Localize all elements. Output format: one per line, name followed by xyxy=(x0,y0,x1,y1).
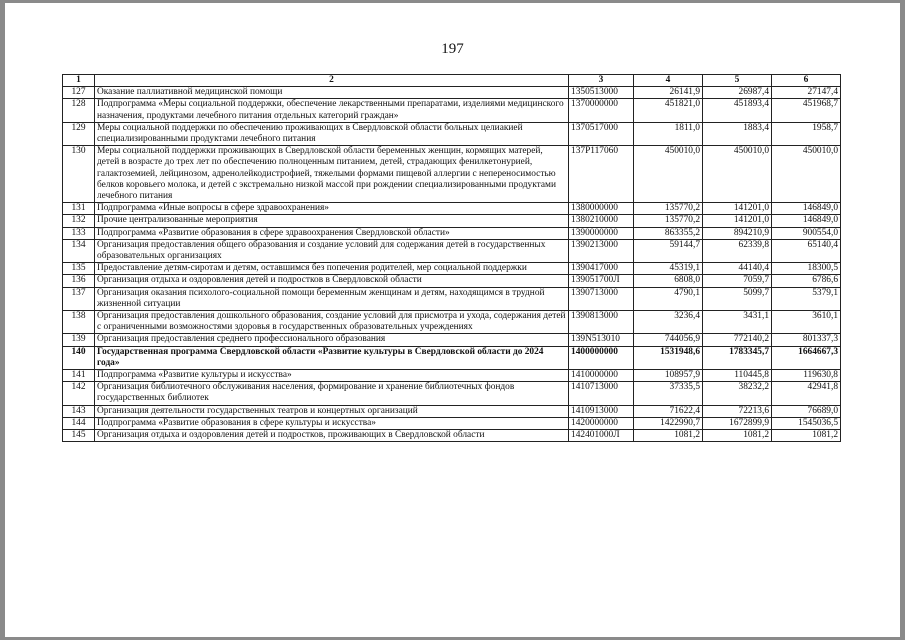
row-number-cell: 133 xyxy=(63,227,95,239)
item-name-cell: Государственная программа Свердловской области «Развитие культуры в Свердловской области до 2024 года» xyxy=(95,346,569,369)
amount-col6-cell: 1081,2 xyxy=(772,430,841,442)
budget-code-cell: 1420000000 xyxy=(569,417,634,429)
item-name-cell: Меры социальной поддержки по обеспечению проживающих в Свердловской области больных целиакией специализированными продуктами лечебного питания xyxy=(95,122,569,145)
amount-col6-cell: 5379,1 xyxy=(772,287,841,310)
amount-col5-cell: 3431,1 xyxy=(703,311,772,334)
table-row xyxy=(63,263,841,275)
table-row xyxy=(63,405,841,417)
page-number: 197 xyxy=(441,41,464,57)
row-number-cell: 129 xyxy=(63,122,95,145)
row-number-cell: 136 xyxy=(63,275,95,287)
item-name-cell: Организация предоставления среднего профессионального образования xyxy=(95,334,569,346)
amount-col5-cell: 1081,2 xyxy=(703,430,772,442)
amount-col5-cell: 451893,4 xyxy=(703,99,772,122)
amount-col5-cell: 141201,0 xyxy=(703,215,772,227)
table-row xyxy=(63,311,841,334)
amount-col4-cell: 3236,4 xyxy=(634,311,703,334)
row-number-cell: 145 xyxy=(63,430,95,442)
amount-col4-cell: 1081,2 xyxy=(634,430,703,442)
row-number-cell: 131 xyxy=(63,203,95,215)
amount-col4-cell: 108957,9 xyxy=(634,370,703,382)
amount-col6-cell: 6786,6 xyxy=(772,275,841,287)
budget-code-cell: 137P117060 xyxy=(569,146,634,203)
column-header: 3 xyxy=(569,75,634,87)
amount-col5-cell: 62339,8 xyxy=(703,239,772,262)
item-name-cell: Предоставление детям-сиротам и детям, оставшимся без попечения родителей, мер социальной поддержки xyxy=(95,263,569,275)
amount-col6-cell: 801337,3 xyxy=(772,334,841,346)
amount-col4-cell: 450010,0 xyxy=(634,146,703,203)
row-number-cell: 142 xyxy=(63,382,95,405)
budget-code-cell: 1410000000 xyxy=(569,370,634,382)
item-name-cell: Организация отдыха и оздоровления детей и подростков, проживающих в Свердловской области xyxy=(95,430,569,442)
amount-col6-cell: 450010,0 xyxy=(772,146,841,203)
amount-col4-cell: 6808,0 xyxy=(634,275,703,287)
column-header: 1 xyxy=(63,75,95,87)
table-row xyxy=(63,146,841,203)
amount-col6-cell: 900554,0 xyxy=(772,227,841,239)
table-row xyxy=(63,239,841,262)
amount-col4-cell: 59144,7 xyxy=(634,239,703,262)
item-name-cell: Подпрограмма «Меры социальной поддержки, обеспечение лекарственными препаратами, изделиями медицинского назначения, продуктами лечебного питания отдельных категорий граждан» xyxy=(95,99,569,122)
amount-col6-cell: 18300,5 xyxy=(772,263,841,275)
budget-code-cell: 1400000000 xyxy=(569,346,634,369)
item-name-cell: Организация деятельности государственных театров и концертных организаций xyxy=(95,405,569,417)
item-name-cell: Прочие централизованные мероприятия xyxy=(95,215,569,227)
amount-col6-cell: 146849,0 xyxy=(772,203,841,215)
row-number-cell: 128 xyxy=(63,99,95,122)
budget-code-cell: 139051700Л xyxy=(569,275,634,287)
item-name-cell: Подпрограмма «Развитие культуры и искусства» xyxy=(95,370,569,382)
budget-code-cell: 1370517000 xyxy=(569,122,634,145)
row-number-cell: 134 xyxy=(63,239,95,262)
table-row xyxy=(63,334,841,346)
row-number-cell: 139 xyxy=(63,334,95,346)
amount-col5-cell: 450010,0 xyxy=(703,146,772,203)
amount-col5-cell: 5099,7 xyxy=(703,287,772,310)
table-row xyxy=(63,346,841,369)
amount-col4-cell: 863355,2 xyxy=(634,227,703,239)
amount-col5-cell: 44140,4 xyxy=(703,263,772,275)
amount-col5-cell: 26987,4 xyxy=(703,87,772,99)
row-number-cell: 127 xyxy=(63,87,95,99)
budget-code-cell: 1350513000 xyxy=(569,87,634,99)
amount-col5-cell: 1783345,7 xyxy=(703,346,772,369)
row-number-cell: 132 xyxy=(63,215,95,227)
table-row xyxy=(63,215,841,227)
amount-col4-cell: 1531948,6 xyxy=(634,346,703,369)
table-row xyxy=(63,287,841,310)
amount-col6-cell: 451968,7 xyxy=(772,99,841,122)
amount-col5-cell: 72213,6 xyxy=(703,405,772,417)
amount-col6-cell: 119630,8 xyxy=(772,370,841,382)
budget-code-cell: 1390713000 xyxy=(569,287,634,310)
amount-col5-cell: 1672899,9 xyxy=(703,417,772,429)
item-name-cell: Организация предоставления общего образования и создание условий для содержания детей в государственных образовательных организациях xyxy=(95,239,569,262)
row-number-cell: 138 xyxy=(63,311,95,334)
table-row xyxy=(63,382,841,405)
row-number-cell: 143 xyxy=(63,405,95,417)
table-row xyxy=(63,227,841,239)
document-page xyxy=(5,3,900,637)
column-header: 6 xyxy=(772,75,841,87)
budget-code-cell: 1410913000 xyxy=(569,405,634,417)
item-name-cell: Организация отдыха и оздоровления детей и подростков в Свердловской области xyxy=(95,275,569,287)
amount-col6-cell: 27147,4 xyxy=(772,87,841,99)
amount-col4-cell: 71622,4 xyxy=(634,405,703,417)
row-number-cell: 130 xyxy=(63,146,95,203)
table-row xyxy=(63,99,841,122)
item-name-cell: Организация предоставления дошкольного образования, создание условий для присмотра и ухода, содержания детей с ограниченными возможностями здоровья в государственных образовательных учреждениях xyxy=(95,311,569,334)
amount-col5-cell: 772140,2 xyxy=(703,334,772,346)
amount-col4-cell: 135770,2 xyxy=(634,203,703,215)
amount-col6-cell: 1664667,3 xyxy=(772,346,841,369)
budget-code-cell: 1410713000 xyxy=(569,382,634,405)
amount-col6-cell: 42941,8 xyxy=(772,382,841,405)
amount-col4-cell: 1811,0 xyxy=(634,122,703,145)
amount-col5-cell: 110445,8 xyxy=(703,370,772,382)
budget-code-cell: 1370000000 xyxy=(569,99,634,122)
amount-col4-cell: 1422990,7 xyxy=(634,417,703,429)
table-header-row xyxy=(63,75,841,87)
budget-table xyxy=(62,74,841,442)
amount-col4-cell: 744056,9 xyxy=(634,334,703,346)
budget-code-cell: 142401000Л xyxy=(569,430,634,442)
row-number-cell: 135 xyxy=(63,263,95,275)
table-row xyxy=(63,430,841,442)
item-name-cell: Организация библиотечного обслуживания населения, формирование и хранение библиотечных фондов государственных библиотек xyxy=(95,382,569,405)
item-name-cell: Подпрограмма «Иные вопросы в сфере здравоохранения» xyxy=(95,203,569,215)
amount-col5-cell: 7059,7 xyxy=(703,275,772,287)
amount-col5-cell: 894210,9 xyxy=(703,227,772,239)
item-name-cell: Организация оказания психолого-социальной помощи беременным женщинам и детям, находящимся в трудной жизненной ситуации xyxy=(95,287,569,310)
column-header: 4 xyxy=(634,75,703,87)
amount-col5-cell: 38232,2 xyxy=(703,382,772,405)
table-row xyxy=(63,87,841,99)
budget-code-cell: 1390813000 xyxy=(569,311,634,334)
table-row xyxy=(63,417,841,429)
amount-col4-cell: 451821,0 xyxy=(634,99,703,122)
budget-code-cell: 139N513010 xyxy=(569,334,634,346)
row-number-cell: 141 xyxy=(63,370,95,382)
item-name-cell: Подпрограмма «Развитие образования в сфере здравоохранения Свердловской области» xyxy=(95,227,569,239)
budget-code-cell: 1390417000 xyxy=(569,263,634,275)
row-number-cell: 140 xyxy=(63,346,95,369)
amount-col4-cell: 4790,1 xyxy=(634,287,703,310)
item-name-cell: Меры социальной поддержки проживающих в Свердловской области беременных женщин, кормящих матерей, детей в возрасте до трех лет по обеспечению полноценным питанием, детей, страдающих фенилкетонурией, галактоземией, лейцинозом, адренолейкодистрофией, тяжелыми формами пищевой аллергии с непереносимостью белков коровьего молока, и детей с экстремально низкой массой при рождении специализированными продуктами лечебного питания xyxy=(95,146,569,203)
item-name-cell: Оказание паллиативной медицинской помощи xyxy=(95,87,569,99)
amount-col6-cell: 76689,0 xyxy=(772,405,841,417)
table-row xyxy=(63,122,841,145)
table-row xyxy=(63,370,841,382)
amount-col5-cell: 141201,0 xyxy=(703,203,772,215)
row-number-cell: 144 xyxy=(63,417,95,429)
table-row xyxy=(63,203,841,215)
amount-col4-cell: 45319,1 xyxy=(634,263,703,275)
amount-col4-cell: 135770,2 xyxy=(634,215,703,227)
item-name-cell: Подпрограмма «Развитие образования в сфере культуры и искусства» xyxy=(95,417,569,429)
amount-col6-cell: 146849,0 xyxy=(772,215,841,227)
budget-code-cell: 1380000000 xyxy=(569,203,634,215)
table-row xyxy=(63,275,841,287)
amount-col6-cell: 65140,4 xyxy=(772,239,841,262)
column-header: 5 xyxy=(703,75,772,87)
budget-code-cell: 1380210000 xyxy=(569,215,634,227)
row-number-cell: 137 xyxy=(63,287,95,310)
budget-code-cell: 1390213000 xyxy=(569,239,634,262)
amount-col5-cell: 1883,4 xyxy=(703,122,772,145)
amount-col4-cell: 26141,9 xyxy=(634,87,703,99)
amount-col6-cell: 1545036,5 xyxy=(772,417,841,429)
amount-col6-cell: 3610,1 xyxy=(772,311,841,334)
amount-col6-cell: 1958,7 xyxy=(772,122,841,145)
budget-code-cell: 1390000000 xyxy=(569,227,634,239)
column-header: 2 xyxy=(95,75,569,87)
amount-col4-cell: 37335,5 xyxy=(634,382,703,405)
